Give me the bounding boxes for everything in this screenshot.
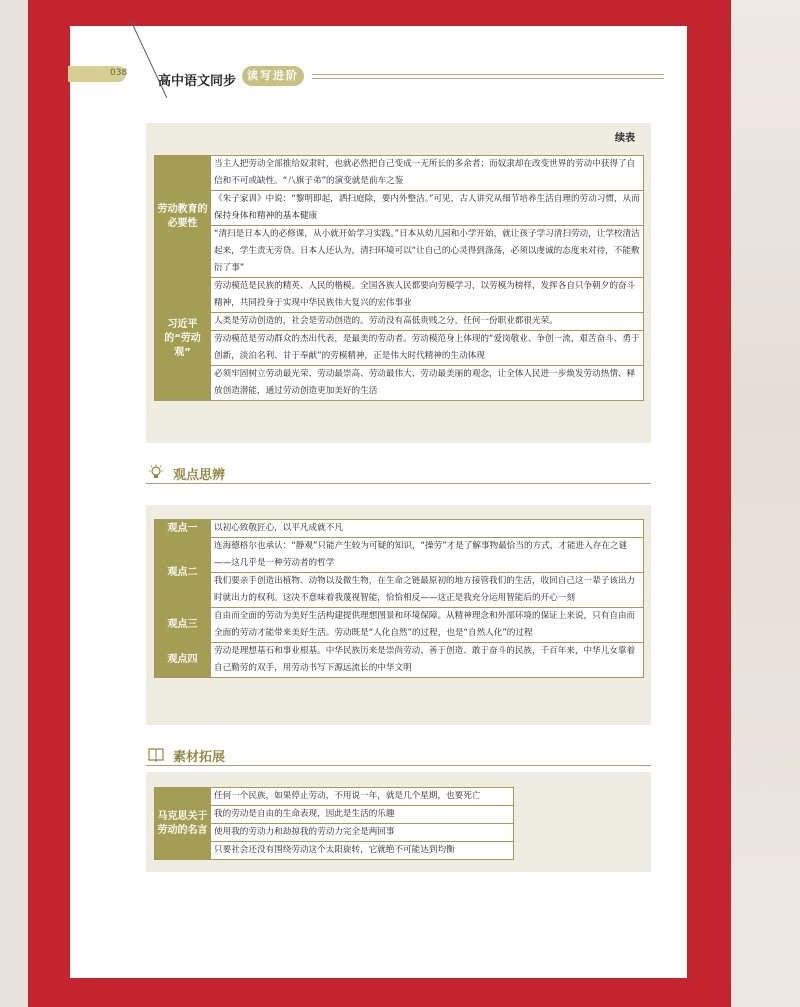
quotes-table [154,787,514,860]
section-rule [146,765,651,766]
row-heading: 观点三 [155,608,211,643]
row-heading: 劳动教育的必要性 [155,156,211,278]
table-cell: “清扫是日本人的必修课，从小就开始学习实践。”日本从幼儿园和小学开始，就让孩子学习清扫劳动，让学校清洁起来，学生责无旁贷。日本人还认为，清扫环境可以“让自己的心灵得到涤荡，必须以虔诚的态度来对待，不能敷衍了事” [211,226,644,278]
book-page [70,26,687,978]
table-cell: 使用我的劳动力和劫掠我的劳动力完全是两回事 [211,824,514,842]
table-row [155,573,644,608]
continued-label: 续表 [615,133,635,144]
table-cell: 当主人把劳动全部推给奴隶时，也就必然把自己变成一无所长的多余者；而奴隶却在改变世界的劳动中获得了自信和不可或缺性。“八旗子弟”的演变就是前车之鉴 [211,156,644,191]
table-cell: 自由而全面的劳动为美好生活构建提供理想图景和环境保障。从精神理念和外部环境的保证上来说，只有自由而全面的劳动才能带来美好生活。劳动既是“人化自然”的过程，也是“自然人化”的过程 [211,608,644,643]
continued-table-panel [146,123,651,443]
table-cell: 《朱子家训》中说：“黎明即起，洒扫庭除，要内外整洁。”可见，古人讲究从细节培养生活自理的劳动习惯，从而保持身体和精神的基本健康 [211,191,644,226]
table-row [155,538,644,573]
table-cell: 劳动模范是劳动群众的杰出代表，是最美的劳动者。劳动模范身上体现的“爱岗敬业、争创一流，艰苦奋斗、勇于创新，淡泊名利、甘于奉献”的劳模精神，正是伟大时代精神的生动体现 [211,331,644,366]
table-row [155,156,644,191]
row-heading: 观点二 [155,538,211,608]
section-badge: 读写进阶 [242,66,304,86]
table-cell: 只要社会还没有围绕劳动这个太阳旋转，它就绝不可能达到均衡 [211,842,514,860]
book-title: 高中语文同步 [158,74,237,89]
table-row [155,366,644,401]
book-icon [148,746,164,762]
page-number: 038 [110,68,128,78]
table-row [155,278,644,313]
table-row [155,313,644,331]
table-cell: 连海德格尔也承认：“静观”只能产生较为可疑的知识，“操劳”才是了解事物最恰当的方式，才能进入存在之谜——这几乎是一种劳动者的哲学 [211,538,644,573]
table-cell: 任何一个民族，如果停止劳动，不用说一年，就是几个星期，也要死亡 [211,788,514,806]
table-row [155,643,644,678]
header-rule [312,74,664,75]
header-rule [312,78,664,79]
row-heading: 习近平的“劳动观” [155,278,211,401]
table-cell: 我们要亲手创造出植物、动物以及微生物，在生命之链最原初的地方接管我们的生活，收回自己这一辈子该出力时就出力的权利。这决不意味着我蔑视智能，恰恰相反——这正是我充分运用智能后的开心一刻 [211,573,644,608]
row-heading: 观点一 [155,520,211,538]
table-cell: 以初心致敬匠心，以平凡成就不凡 [211,520,644,538]
table-row [155,520,644,538]
section-heading-materials [146,744,651,766]
materials-panel [146,772,651,872]
row-heading: 观点四 [155,643,211,678]
table-row [155,788,514,806]
lightbulb-icon [148,464,164,480]
table-row [155,226,644,278]
viewpoints-table [154,519,644,678]
table-row [155,331,644,366]
section-title: 观点思辨 [173,468,226,483]
section-title: 素材拓展 [173,750,226,765]
row-heading: 马克思关于劳动的名言 [155,788,211,860]
table-cell: 劳动模范是民族的精英、人民的楷模。全国各族人民都要向劳模学习，以劳模为榜样，发挥各自只争朝夕的奋斗精神，共同投身于实现中华民族伟大复兴的宏伟事业 [211,278,644,313]
table-cell: 我的劳动是自由的生命表现，因此是生活的乐趣 [211,806,514,824]
table-cell: 人类是劳动创造的，社会是劳动创造的。劳动没有高低贵贱之分，任何一份职业都很光荣。 [211,313,644,331]
background-right [730,0,800,1007]
table-cell: 必须牢固树立劳动最光荣、劳动最崇高、劳动最伟大、劳动最美丽的观念，让全体人民进一步焕发劳动热情、释放创造潜能，通过劳动创造更加美好的生活 [211,366,644,401]
section-rule [146,483,651,484]
labor-table [154,155,644,401]
table-row [155,191,644,226]
section-heading-viewpoints [146,462,651,484]
viewpoints-panel [146,505,651,725]
table-cell: 劳动是理想基石和事业根基。中华民族历来是崇尚劳动、善于创造、敢于奋斗的民族，千百年来，中华儿女靠着自己勤劳的双手，用劳动书写下源远流长的中华文明 [211,643,644,678]
table-row [155,608,644,643]
